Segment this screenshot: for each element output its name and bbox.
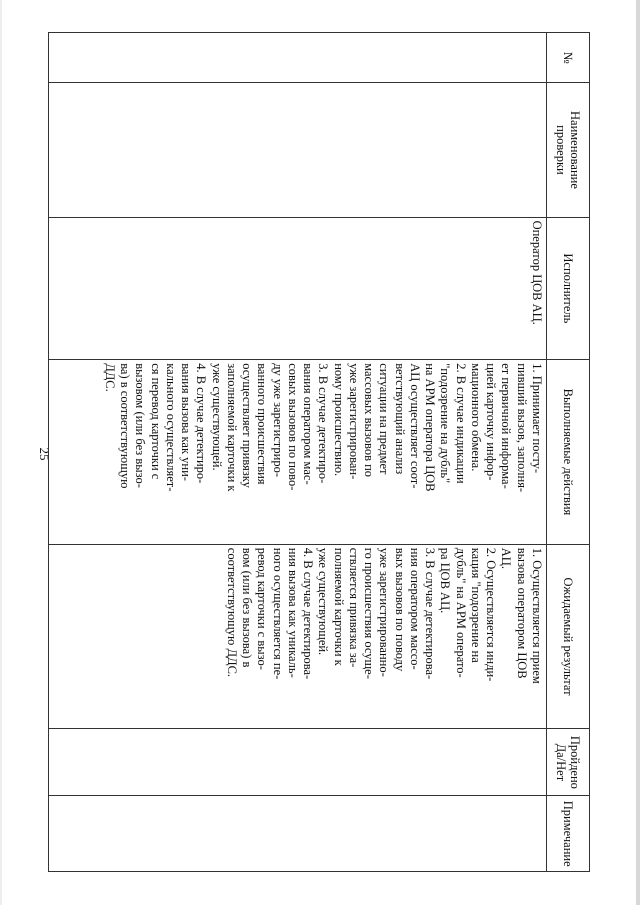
cell-check-name bbox=[49, 83, 547, 217]
header-expected-result: Ожидаемый результат bbox=[547, 544, 590, 729]
cell-executor-text: Оператор ЦОВ АЦ. bbox=[530, 220, 544, 325]
cell-number bbox=[49, 33, 547, 83]
rotated-table-container bbox=[48, 32, 590, 872]
table-header-row bbox=[547, 33, 590, 872]
cell-passed bbox=[49, 729, 547, 796]
header-passed: Пройдено Да/Нет bbox=[547, 729, 590, 796]
table-row bbox=[49, 33, 547, 872]
cell-executor bbox=[49, 217, 547, 360]
cell-expected-result bbox=[49, 544, 547, 729]
scan-edge-left bbox=[0, 0, 2, 905]
test-procedure-table bbox=[48, 32, 590, 872]
cell-expected-result-text: 1. Осуществляется прием вызова оператором ЦОВ АЦ. 2. Осуществляется инди- кация "подозрение на дубль" на АРМ операто- ра ЦОВ АЦ. 3. В случае детектирова- ния оператором массо- вых вызовов по поводу уже зарегистрированно- го происшествия осуще- ствляется привязка за- полняемой карточки к уже существующей. 4. В случае детектирова- ния вызова как уникаль- ного осуществляется пе- ревод карточки с вызо- вом (или без вызова) в соответствующую ДДС. bbox=[225, 547, 544, 684]
scan-edge-right bbox=[636, 0, 640, 905]
header-executor: Исполнитель bbox=[547, 217, 590, 360]
cell-note bbox=[49, 796, 547, 872]
page-number: 25 bbox=[37, 447, 52, 461]
header-number: № bbox=[547, 33, 590, 83]
header-note: Примечание bbox=[547, 796, 590, 872]
cell-actions bbox=[49, 360, 547, 545]
header-check-name: Наименование проверки bbox=[547, 83, 590, 217]
cell-actions-text: 1. Принимает посту- пивший вызов, заполня- ет первичной информа- цией карточку инфор- мационного обмена. 2. В случае индикации "подозрение на дубль" на АРМ оператора ЦОВ АЦ осуществляет соот- ветствующий анализ ситуации на предмет массовых вызовов по уже зарегистрирован- ному происшествию. 3. В случае детектиро- вания оператором мас- совых вызовов по пово- ду уже зарегистриро- ванного происшествия осуществляет привязку заполняемой карточки к уже существующей. 4. В случае детектиро- вания вызова как уни- кального осуществляет- ся перевод карточки с вызовом (или без вызо- ва) в соответствующую ДДС. bbox=[103, 363, 544, 493]
header-actions: Выполняемые действия bbox=[547, 360, 590, 545]
